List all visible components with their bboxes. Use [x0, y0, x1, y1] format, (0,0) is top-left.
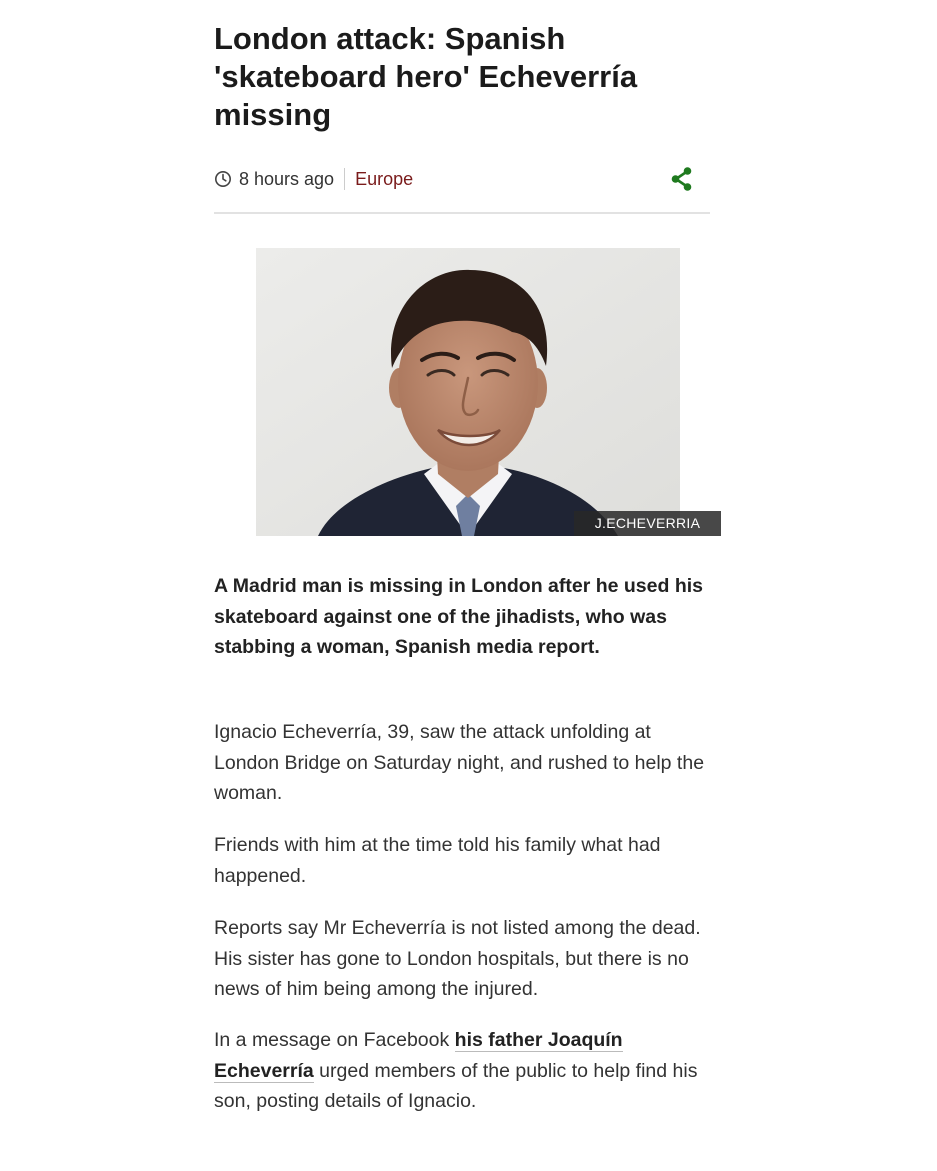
article-paragraph: Ignacio Echeverría, 39, saw the attack unfolding at London Bridge on Saturday night, and rushed to help the woman.: [214, 721, 705, 804]
article-headline: London attack: Spanish 'skateboard hero' Echeverría missing: [214, 21, 638, 132]
article: [214, 20, 710, 1112]
clock-icon: [214, 170, 232, 188]
meta-divider: [214, 212, 710, 214]
article-paragraph: Friends with him at the time told his family what had happened.: [214, 834, 661, 887]
article-meta: [214, 163, 710, 195]
paragraph-text-after: urged members of the public to help find his son, posting details of Ignacio.: [214, 1059, 698, 1112]
article-photo: [256, 248, 680, 536]
paragraph-text-before: In a message on Facebook: [214, 1029, 455, 1051]
share-icon[interactable]: [668, 165, 696, 193]
article-paragraph-last: [214, 1025, 710, 1117]
article-intro: A Madrid man is missing in London after he used his skateboard against one of the jihadists, who was stabbing a woman, Spanish media report.: [214, 575, 704, 658]
article-paragraph: Reports say Mr Echeverría is not listed among the dead. His sister has gone to London hospitals, but there is no news of him being among the injured.: [214, 917, 701, 1000]
photo-credit: J.ECHEVERRIA: [574, 511, 721, 536]
father-link[interactable]: his father Joaquín Echeverría: [214, 1029, 623, 1082]
timestamp: 8 hours ago: [239, 168, 335, 189]
section-link-europe[interactable]: Europe: [355, 168, 414, 189]
meta-separator: [344, 168, 345, 190]
